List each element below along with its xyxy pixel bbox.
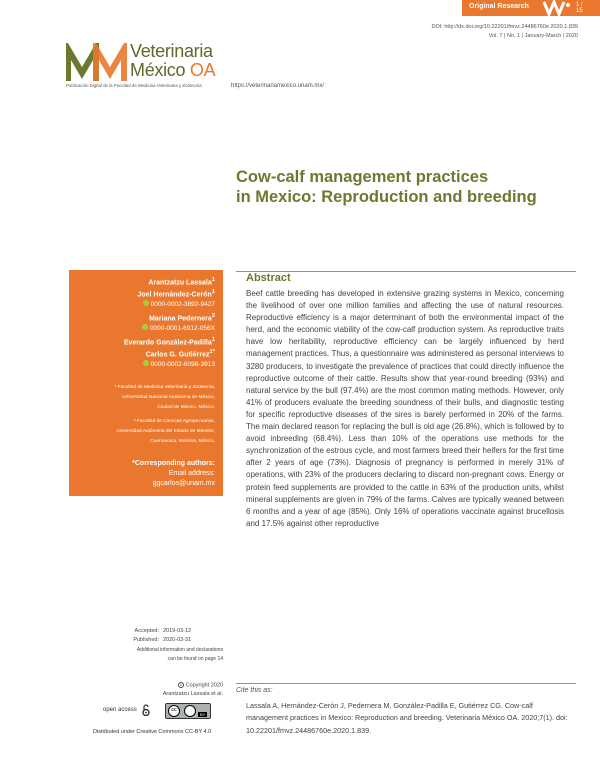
orcid-link[interactable]: 0000-0001-6912-056X bbox=[142, 325, 215, 332]
vm-small-logo-icon bbox=[542, 0, 572, 16]
author-name: Carlos G. Gutiérrez$^{1*}$ bbox=[145, 349, 215, 359]
additional-info-line1: Additional information and declarations bbox=[136, 647, 223, 653]
orcid-icon bbox=[143, 360, 149, 366]
journal-name-main: México bbox=[130, 60, 190, 80]
journal-name-line2 bbox=[130, 60, 215, 81]
author-name: Joel Hernández-Cerón$^1$ bbox=[137, 289, 215, 299]
page-number: 1 / 15 bbox=[576, 2, 583, 14]
journal-url-link[interactable]: https://veterinariamexico.unam.mx/ bbox=[231, 83, 325, 89]
journal-subtitle: Publicación Digital de la Facultad de Medicina Veterinaria y Zootecnia bbox=[66, 83, 202, 88]
copyright-icon: c bbox=[180, 682, 183, 687]
author-sidebar bbox=[69, 270, 223, 470]
attribution-icon bbox=[184, 705, 196, 717]
author-name: Mariana Pedernera$^2$ bbox=[149, 313, 215, 323]
abstract-text: Beef cattle breeding has developed in extensive grazing systems in Mexico, concerning the livelihood of over one million families and affecting the use of natural resources. Reproductive efficiency is a major determinant of both the environmental impact of the herd, and the economic viability of the cow-calf production system. As reproductive traits have low heritability, reproductive efficiency can be largely influenced by herd management practices. Thus, a questionnaire was administered as personal interviews to 3280 producers, to investigate the prevalence of practices that could directly influence the reproductive outcome of their cattle. Results show that year-round breeding (93%) and natural service by the bull (97.4%) are the most common mating methods. However, only 41% of producers evaluate the breeding soundness of their bulls, and diagnostic testing for specific reproductive diseases of the sires is barely performed in 20% of the farms. The main declared reason for replacing the bull is old age (26.8%), which is followed by to avoid inbreeding (68.4%). Less than 10% of the operations use methods for the synchronization of the estrous cycle, and most farmers breed their heifers for the first time after 2 years of age (73%). Diagnosis of pregnancy is performed in merely 31% of operations, with 23% of the producers declaring to discard non-pregnant cows. Energy or protein feed supplements are provided to the cattle in 63% of the production units, whilst mineral supplements are given in 79% of the farms. Calves are typically weaned between 6 months and a year of age (85%). Only 16% of operations vaccinate against brucellosis and 17.5% against other reproductive bbox=[246, 289, 564, 528]
article-title-line1: Cow-calf management practices bbox=[236, 168, 489, 186]
open-access-lock-icon bbox=[142, 704, 150, 716]
citation-text: Lassala A, Hernández-Cerón J, Pedernera M, González-Padilla E, Gutiérrez CG. Cow-calf management practices in Mexico: Reproduction and breeding. Veterinaria México OA. 2020;7(1). doi: 10.22201/fmvz.24486760e.2020.1.839. bbox=[246, 701, 568, 735]
corresponding-heading: *Corresponding authors: bbox=[132, 460, 215, 467]
journal-name-line1: Veterinaria bbox=[130, 41, 213, 61]
doi-text[interactable]: DOI: http://dx.doi.org/10.22201/fmvz.24486760e.2020.1.839 bbox=[431, 24, 578, 30]
affiliation-line: ² Facultad de Ciencias Agropecuarias, bbox=[133, 419, 215, 424]
volume-text: Vol. 7 | No. 1 | January-March | 2020 bbox=[488, 33, 578, 39]
orcid-link[interactable]: 0000-0002-3892-9427 bbox=[143, 301, 215, 308]
copyright-line2: Arantzatzu Lassala et al. bbox=[162, 691, 223, 697]
journal-name-accent: OA bbox=[189, 60, 216, 80]
article-title-line2: in Mexico: Reproduction and breeding bbox=[236, 188, 537, 206]
cc-by-label: BY bbox=[200, 712, 206, 717]
open-access-label: open access bbox=[103, 707, 137, 713]
affiliation-line: ¹ Facultad de Medicina Veterinaria y Zootecnia, bbox=[114, 385, 215, 390]
orcid-icon bbox=[143, 300, 149, 306]
email-link[interactable]: ggcarlos@unam.mx bbox=[152, 480, 215, 487]
orcid-link[interactable]: 0000-0002-6098-3913 bbox=[143, 361, 215, 368]
license-text: Distributed under Creative Commons CC-BY 4.0 bbox=[93, 729, 212, 735]
author-name: Arantzatzu Lassala$^1$ bbox=[148, 277, 215, 287]
section-label: Original Research bbox=[469, 3, 529, 10]
email-label: Email address: bbox=[168, 470, 215, 477]
page-current: 1 bbox=[576, 2, 580, 8]
copyright-line1: c Copyright 2020 bbox=[180, 682, 223, 689]
cc-icon: cc bbox=[168, 705, 180, 717]
page-total: 15 bbox=[576, 8, 583, 14]
author-name: Everardo González-Padilla$^1$ bbox=[123, 337, 215, 347]
cc-by-badge[interactable] bbox=[165, 703, 211, 719]
citation-label: Cite this as: bbox=[236, 687, 273, 694]
abstract-heading: Abstract bbox=[246, 272, 291, 284]
author-sidebar-contact bbox=[69, 470, 223, 496]
affiliation-line: Universidad Nacional Autónoma de México, bbox=[122, 395, 215, 400]
affiliation-line: Ciudad de México, México. bbox=[157, 405, 215, 410]
additional-info-line2: can be found on page 14 bbox=[167, 656, 223, 662]
orcid-icon bbox=[142, 324, 148, 330]
citation-divider bbox=[236, 683, 576, 684]
article-title bbox=[236, 167, 576, 207]
affiliation-line: Universidad Autónoma del Estado de Morelos, bbox=[116, 429, 215, 434]
affiliation-line: Cuernavaca, Morelos, México. bbox=[150, 439, 215, 444]
vm-journal-logo-icon bbox=[66, 43, 132, 83]
